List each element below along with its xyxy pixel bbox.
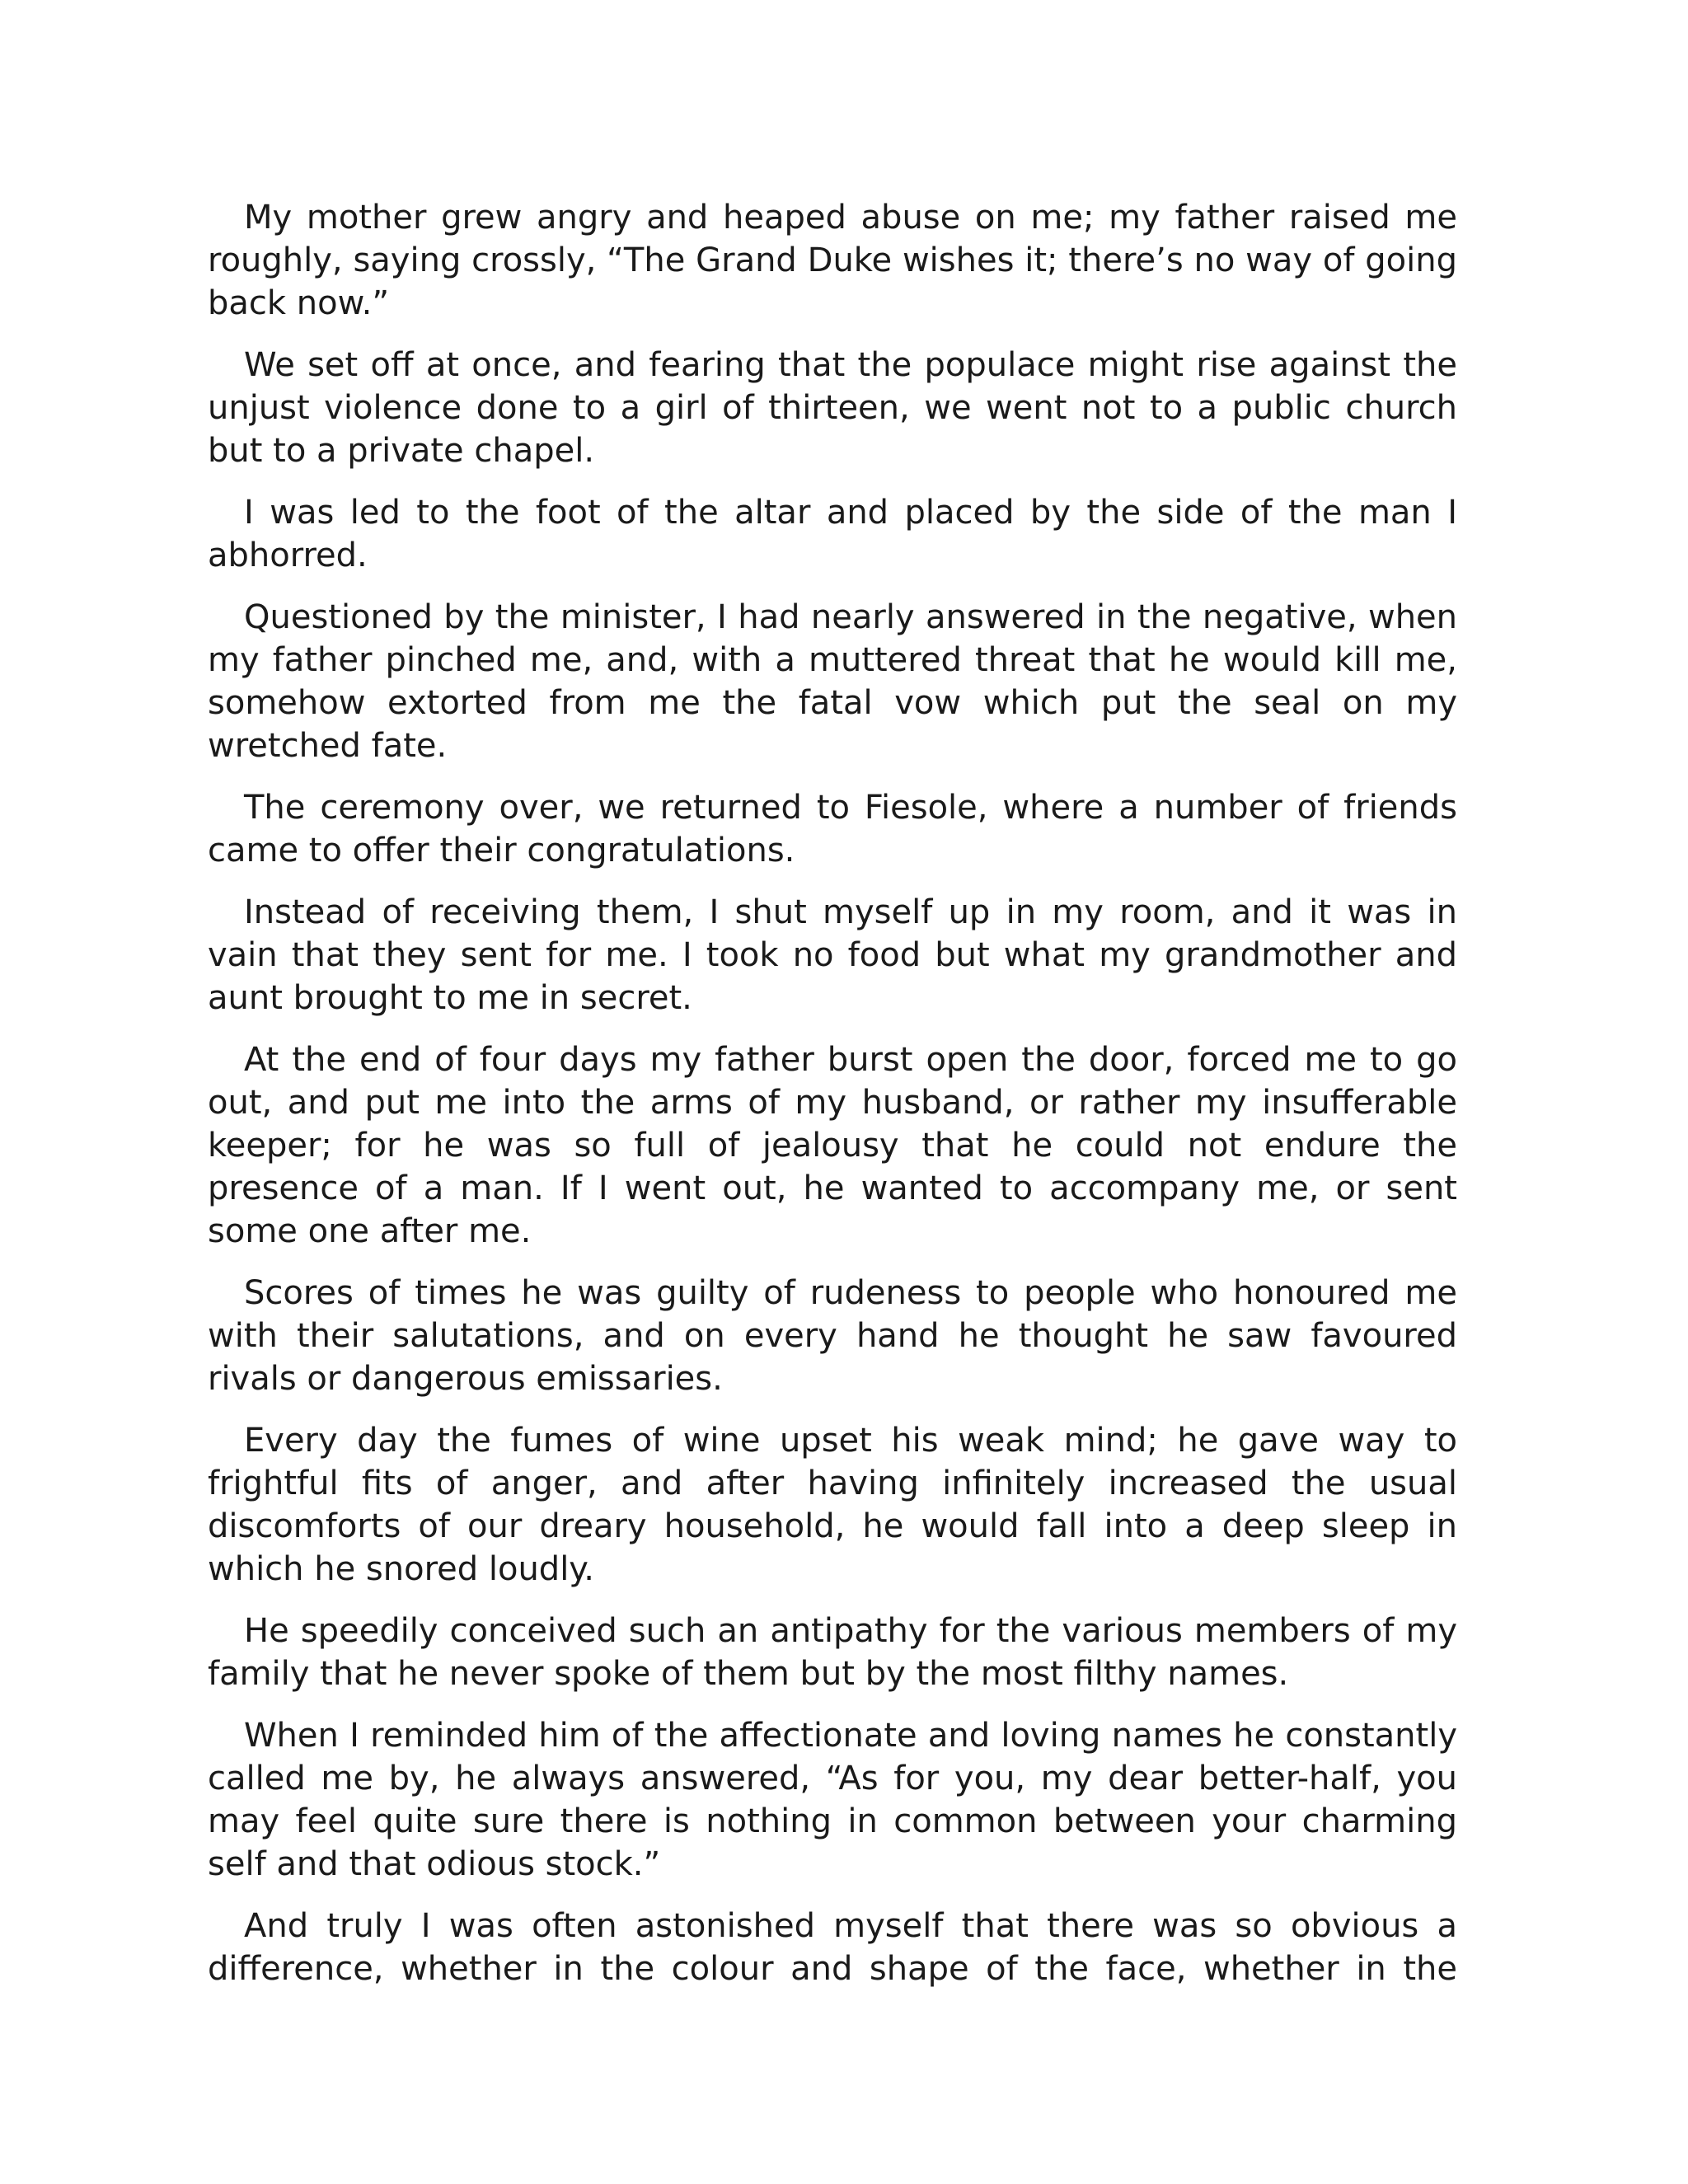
paragraph: My mother grew angry and heaped abuse on me; my father raised me roughly, saying crossly, “The Grand Duke wishes it; there’s no way of going back now.”	[208, 199, 1457, 322]
paragraph: The ceremony over, we returned to Fiesole, where a number of friends came to offer their congratulations.	[208, 789, 1457, 869]
paragraph: He speedily conceived such an antipathy for the various members of my family that he never spoke of them but by the most filthy names.	[208, 1612, 1457, 1693]
paragraph: Questioned by the minister, I had nearly answered in the negative, when my father pinched me, and, with a muttered threat that he would kill me, somehow extorted from me the fatal vow which put the seal on my wretched fate.	[208, 598, 1457, 765]
paragraph: At the end of four days my father burst open the door, forced me to go out, and put me into the arms of my husband, or rather my insufferable keeper; for he was so full of jealousy that he could not endure the presence of a man. If I went out, he wanted to accompany me, or sent some one after me.	[208, 1041, 1457, 1250]
paragraph: Scores of times he was guilty of rudeness to people who honoured me with their salutations, and on every hand he thought he saw favoured rivals or dangerous emissaries.	[208, 1274, 1457, 1398]
book-page	[208, 196, 1457, 2009]
paragraph-continued: And truly I was often astonished myself that there was so obvious a difference, whether in the colour and shape of the face, whether in the	[208, 1907, 1457, 1988]
paragraph: When I reminded him of the affectionate and loving names he constantly called me by, he always answered, “As for you, my dear better-half, you may feel quite sure there is nothing in common between your charming self and that odious stock.”	[208, 1717, 1457, 1883]
paragraph: Instead of receiving them, I shut myself up in my room, and it was in vain that they sent for me. I took no food but what my grandmother and aunt brought to me in secret.	[208, 893, 1457, 1017]
paragraph: I was led to the foot of the altar and placed by the side of the man I abhorred.	[208, 494, 1457, 574]
paragraph: We set off at once, and fearing that the populace might rise against the unjust violence done to a girl of thirteen, we went not to a public church but to a private chapel.	[208, 346, 1457, 470]
paragraph: Every day the fumes of wine upset his weak mind; he gave way to frightful fits of anger, and after having infinitely increased the usual discomforts of our dreary household, he would fall into a deep sleep in which he snored loudly.	[208, 1422, 1457, 1588]
